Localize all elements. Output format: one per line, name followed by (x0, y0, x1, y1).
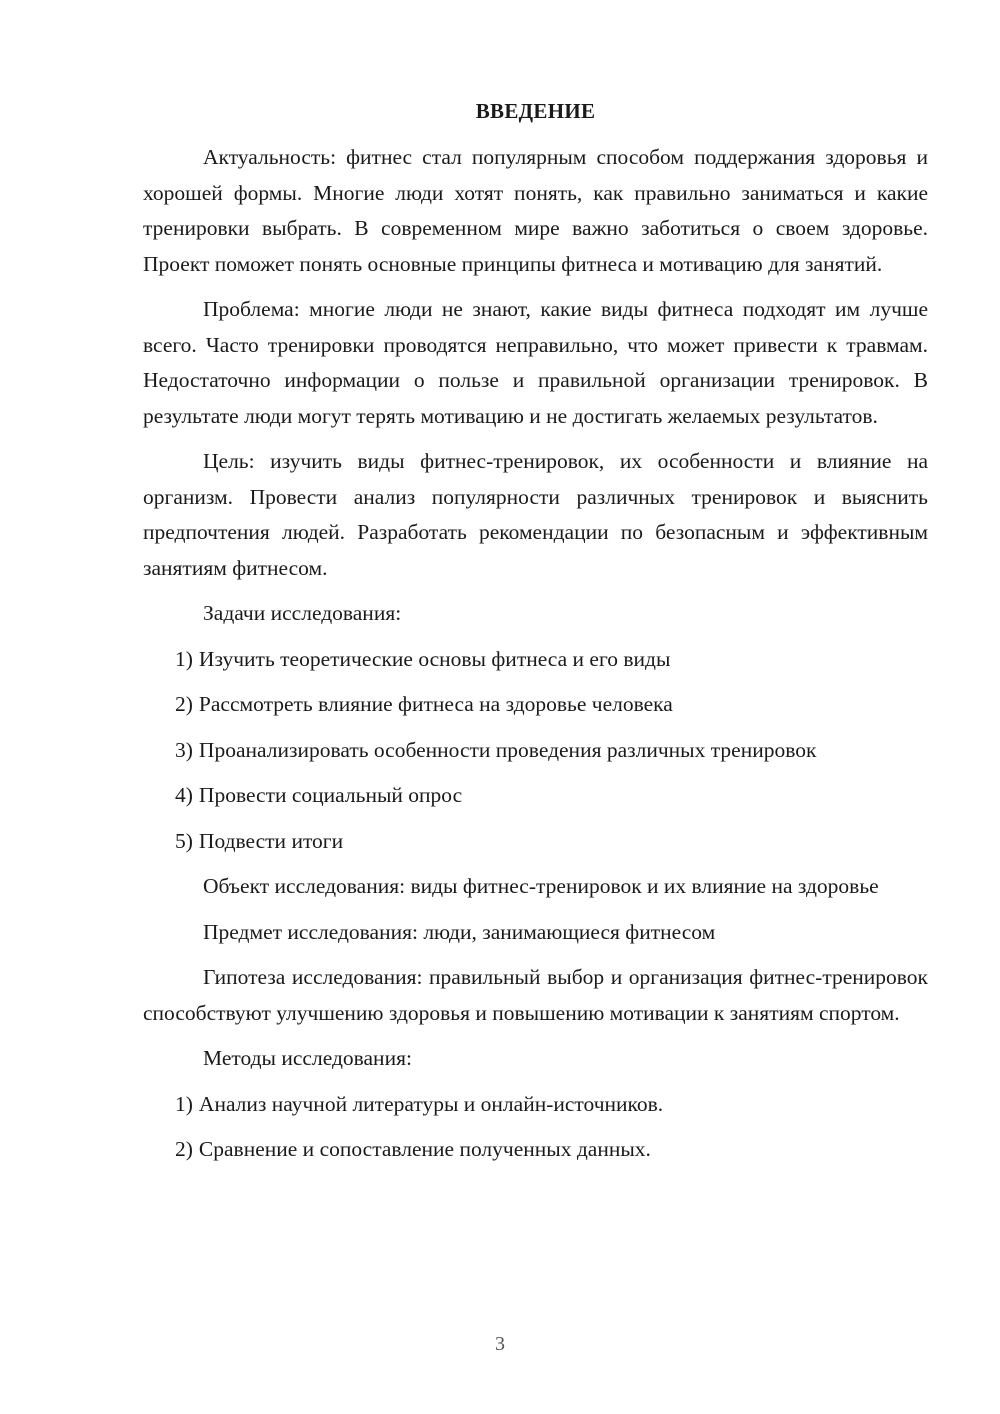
methods-list (143, 1087, 928, 1168)
document-page (143, 96, 928, 1178)
list-item (143, 687, 928, 723)
list-item (143, 1087, 928, 1123)
relevance-paragraph: Актуальность: фитнес стал популярным способом поддержания здоровья и хорошей формы. Многие люди хотят понять, как правильно заниматься и какие тренировки выбрать. В современном мире важно заботиться о своем здоровье. Проект поможет понять основные принципы фитнеса и мотивацию для занятий. (143, 145, 928, 276)
list-item (143, 733, 928, 769)
list-item-text: Подвести итоги (198, 828, 344, 853)
list-item-number: 5) (175, 828, 193, 853)
list-item-text: Сравнение и сопоставление полученных данных. (198, 1137, 651, 1161)
list-item (143, 1132, 928, 1168)
list-item-number: 1) (175, 1091, 193, 1116)
tasks-list (143, 642, 928, 860)
list-item-text: Провести социальный опрос (198, 783, 463, 807)
list-item-text: Проанализировать особенности проведения различных тренировок (198, 737, 817, 762)
object-paragraph: Объект исследования: виды фитнес-тренировок и их влияние на здоровье (203, 874, 879, 898)
list-item-number: 1) (175, 646, 193, 671)
list-item-number: 2) (175, 1137, 193, 1161)
list-item (143, 642, 928, 678)
list-item-number: 4) (175, 783, 193, 807)
list-item-number: 2) (175, 692, 193, 716)
list-item-text: Изучить теоретические основы фитнеса и его виды (198, 646, 671, 671)
list-item-text: Анализ научной литературы и онлайн-источников. (198, 1091, 664, 1116)
hypothesis-paragraph: Гипотеза исследования: правильный выбор и организация фитнес-тренировок способствуют улучшению здоровья и повышению мотивации к занятиям спортом. (143, 965, 928, 1025)
list-item-number: 3) (175, 737, 193, 762)
methods-heading: Методы исследования: (203, 1046, 412, 1070)
page-title: ВВЕДЕНИЕ (475, 99, 596, 123)
subject-paragraph: Предмет исследования: люди, занимающиеся фитнесом (203, 919, 716, 944)
problem-paragraph: Проблема: многие люди не знают, какие виды фитнеса подходят им лучше всего. Часто тренировки проводятся неправильно, что может привести к травмам. Недостаточно информации о пользе и правильной организации тренировок. В результате люди могут терять мотивацию и не достигать желаемых результатов. (143, 297, 928, 428)
page-number: 3 (495, 1333, 505, 1355)
list-item (143, 778, 928, 814)
tasks-heading: Задачи исследования: (203, 601, 402, 625)
goal-paragraph: Цель: изучить виды фитнес-тренировок, их особенности и влияние на организм. Провести анализ популярности различных тренировок и выяснить предпочтения людей. Разработать рекомендации по безопасным и эффективным занятиям фитнесом. (143, 449, 928, 580)
list-item (143, 824, 928, 860)
list-item-text: Рассмотреть влияние фитнеса на здоровье человека (198, 692, 673, 716)
